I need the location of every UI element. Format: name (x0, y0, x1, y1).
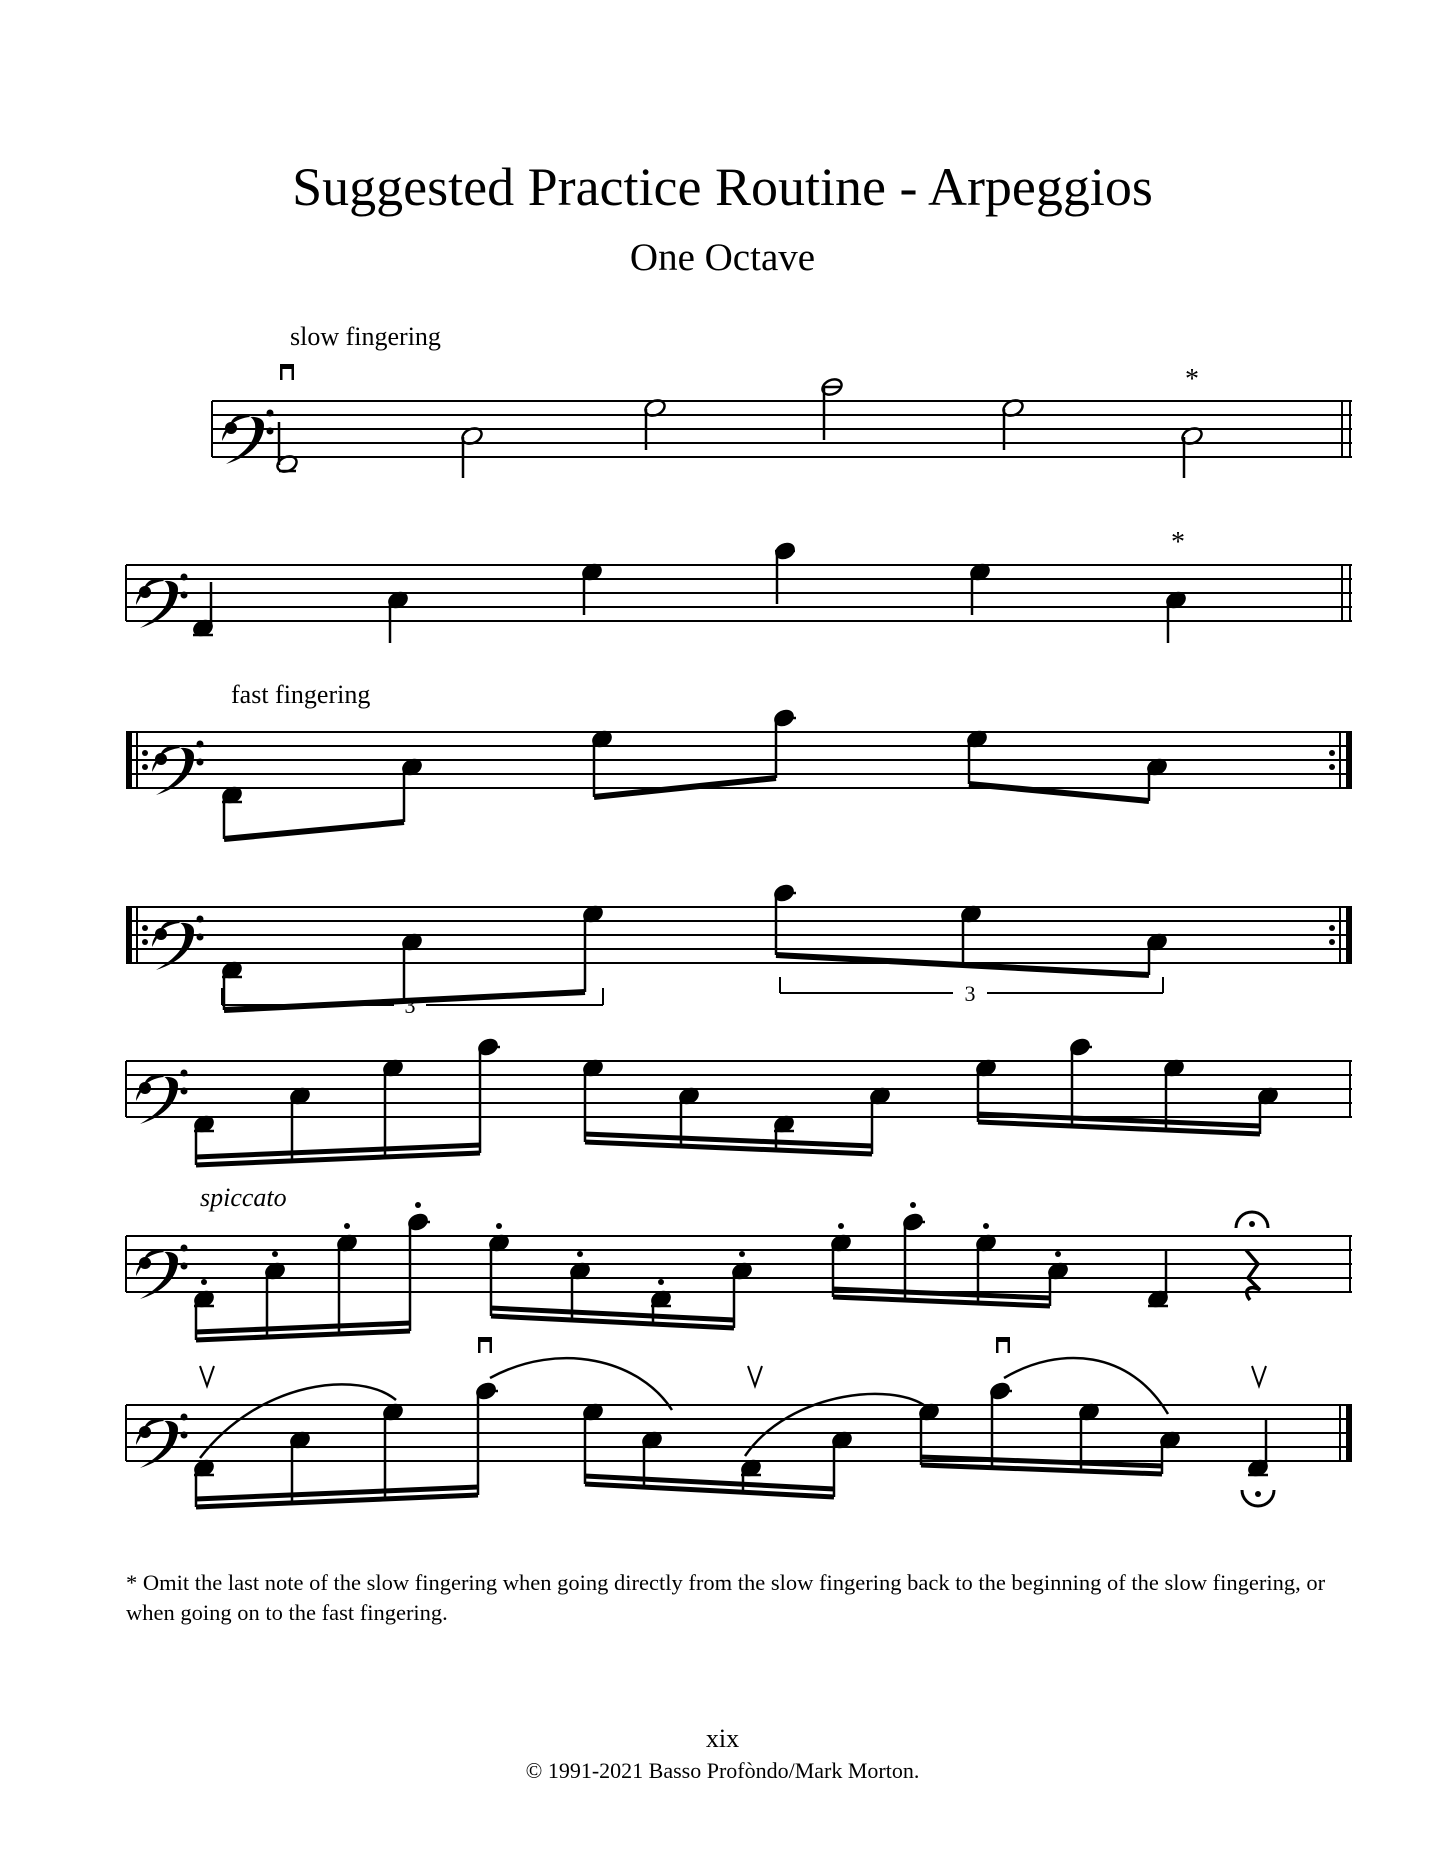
fast-fingering-label: fast fingering (231, 680, 371, 709)
note-quarter-c (192, 582, 214, 638)
up-bow-icon (1252, 1366, 1266, 1386)
note-half-e-2 (1180, 425, 1204, 478)
eighth-pair-c-e (221, 757, 423, 839)
bass-clef-icon (136, 1245, 188, 1300)
sixteenth-group-2 (582, 1058, 891, 1154)
bass-clef-icon (136, 1070, 188, 1125)
triplet-c-g-e (773, 883, 1168, 975)
asterisk-mark: * (1171, 527, 1185, 558)
eighth-pair-g-e (966, 729, 1168, 801)
note-quarter-e-2 (1165, 590, 1187, 643)
bass-clef-icon (152, 916, 204, 971)
note-quarter-e (387, 590, 409, 643)
staccato-dots (201, 1202, 421, 1285)
sixteenth-group-spiccato-3 (830, 1202, 1069, 1306)
down-bow-icon (996, 1337, 1010, 1353)
page-subtitle: One Octave (629, 236, 816, 279)
staff-system-5 (126, 1037, 1352, 1165)
sixteenth-group-slur-2 (475, 1358, 930, 1497)
copyright-notice: © 1991-2021 Basso Profòndo/Mark Morton. (525, 1758, 920, 1783)
sixteenth-group-spiccato-1 (193, 1202, 430, 1340)
down-bow-icon (478, 1337, 492, 1353)
bass-clef-icon (136, 574, 188, 629)
page-title: Suggested Practice Routine - Arpeggios (292, 157, 1153, 217)
fermata-icon (1242, 1490, 1274, 1506)
sixteenth-group-3 (975, 1037, 1279, 1134)
asterisk-mark: * (1185, 364, 1199, 395)
staff-system-7 (126, 1337, 1352, 1507)
staff-system-6 (126, 1183, 1352, 1340)
sixteenth-group-1 (193, 1037, 500, 1165)
footnote: * Omit the last note of the slow fingering when going directly from the slow fingering back to the beginning of the slow fingering, or when going on to the fast fingering. (126, 1570, 1326, 1625)
page-number: xix (705, 1724, 740, 1753)
bass-clef-icon (136, 1414, 188, 1469)
spiccato-label: spiccato (200, 1183, 287, 1212)
note-quarter-final-c (1147, 1250, 1169, 1309)
triplet-bracket-2 (780, 977, 1163, 1006)
staff-system-2 (126, 527, 1352, 643)
bass-clef-icon (152, 741, 204, 796)
note-quarter-c-high (774, 541, 796, 604)
sixteenth-group-slur-3 (918, 1358, 1181, 1474)
note-quarter-final-c (1247, 1420, 1269, 1478)
triplet-number: 3 (404, 993, 416, 1018)
up-bow-icon (748, 1366, 762, 1386)
eighth-pair-g-c (591, 708, 796, 797)
sixteenth-group-slur-1 (193, 1384, 478, 1507)
staccato-dots (838, 1202, 1061, 1257)
slow-fingering-label: slow fingering (290, 322, 441, 351)
up-bow-icon (200, 1366, 214, 1386)
note-half-c-high (820, 376, 844, 440)
fermata-icon (1236, 1212, 1268, 1228)
staccato-dots (496, 1223, 745, 1285)
staff-system-3 (126, 680, 1352, 839)
triplet-number: 3 (964, 981, 976, 1006)
staff-system-4 (126, 883, 1352, 1018)
note-half-e (460, 425, 484, 478)
down-bow-icon (280, 364, 294, 380)
bass-clef-icon (222, 410, 274, 465)
sixteenth-group-spiccato-2 (488, 1223, 753, 1328)
staff-system-1 (212, 322, 1352, 478)
